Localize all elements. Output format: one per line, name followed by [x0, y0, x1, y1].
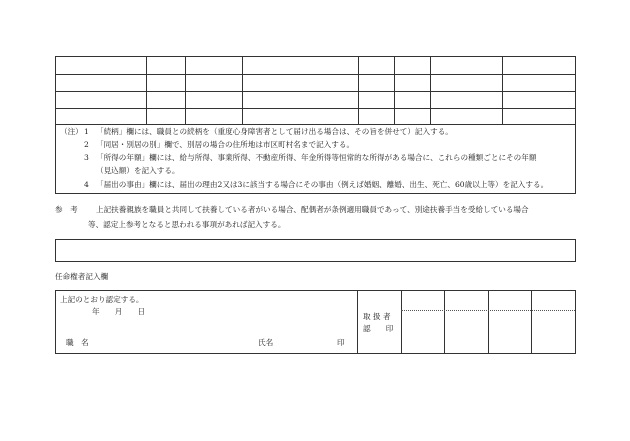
note-number: 3 — [84, 153, 89, 162]
notes-border-bottom — [55, 193, 576, 194]
table-border-top — [55, 56, 576, 57]
table-col-line — [575, 56, 576, 125]
seal-stamp-cell[interactable] — [489, 311, 531, 353]
reference-input-box[interactable] — [55, 239, 576, 262]
table-row-line — [55, 91, 576, 92]
note-number: 1 — [84, 127, 89, 136]
table-row-line — [55, 108, 576, 109]
appointer-border-bottom — [55, 353, 576, 354]
appointer-border-top — [55, 290, 576, 291]
notes-border-left — [55, 124, 56, 194]
position-label: 職 名 — [66, 338, 89, 347]
certify-statement: 上記のとおり認定する。 — [60, 295, 144, 304]
table-col-line — [185, 56, 186, 125]
table-row-line — [55, 124, 576, 125]
seal-stamp-cell[interactable] — [402, 311, 444, 353]
table-col-line — [430, 56, 431, 125]
table-col-line — [358, 56, 359, 125]
notes-border-right — [575, 124, 576, 194]
note-number: 4 — [84, 180, 89, 189]
table-col-line — [502, 56, 503, 125]
reference-text-line1: 上記扶養親族を職員と共同して扶養している者がいる場合、配偶者が条例適用職員であって、別途扶養手当を受給している場合 — [96, 205, 529, 214]
seal-label: 印 — [337, 338, 345, 347]
table-col-line — [394, 56, 395, 125]
date-label: 年 月 日 — [92, 307, 146, 316]
table-row-line — [55, 74, 576, 75]
appointer-col-line — [357, 290, 358, 354]
table-col-line — [242, 56, 243, 125]
reference-label: 参 考 — [55, 205, 78, 214]
appointer-border-left — [55, 290, 56, 354]
notes-marker: （注） — [60, 127, 83, 136]
note-text-continued: （見込額）を記入する。 — [96, 166, 180, 175]
handler-label: 取 扱 者 — [363, 312, 391, 321]
note-text: 「届出の事由」欄には、届出の理由2又は3に該当する場合にその事由（例えば婚姻、離婚、出生、死亡、60歳以上等）を記入する。 — [96, 180, 549, 189]
seal-stamp-cell[interactable] — [445, 311, 488, 353]
note-number: 2 — [84, 140, 89, 149]
handler-seal-label: 認 印 — [363, 324, 394, 333]
table-col-line — [146, 56, 147, 125]
note-text: 「同居・別居の別」欄で、別居の場合の住所地は市区町村名まで記入する。 — [96, 140, 355, 149]
appointer-section-title: 任命権者記入欄 — [55, 272, 109, 281]
note-text: 「所得の年額」欄には、給与所得、事業所得、不動産所得、年金所得等恒常的な所得がある場合に、これらの種類ごとにその年額 — [96, 153, 537, 162]
name-label: 氏名 — [258, 338, 274, 347]
reference-text-line2: 等、認定上参考となると思われる事項があれば記入する。 — [88, 220, 286, 229]
seal-stamp-cell[interactable] — [532, 311, 575, 353]
table-col-line — [55, 56, 56, 125]
note-text: 「続柄」欄には、職員との続柄を（重度心身障害者として届け出る場合は、その旨を併せて）記入する。 — [96, 127, 453, 136]
appointer-border-right — [575, 290, 576, 354]
